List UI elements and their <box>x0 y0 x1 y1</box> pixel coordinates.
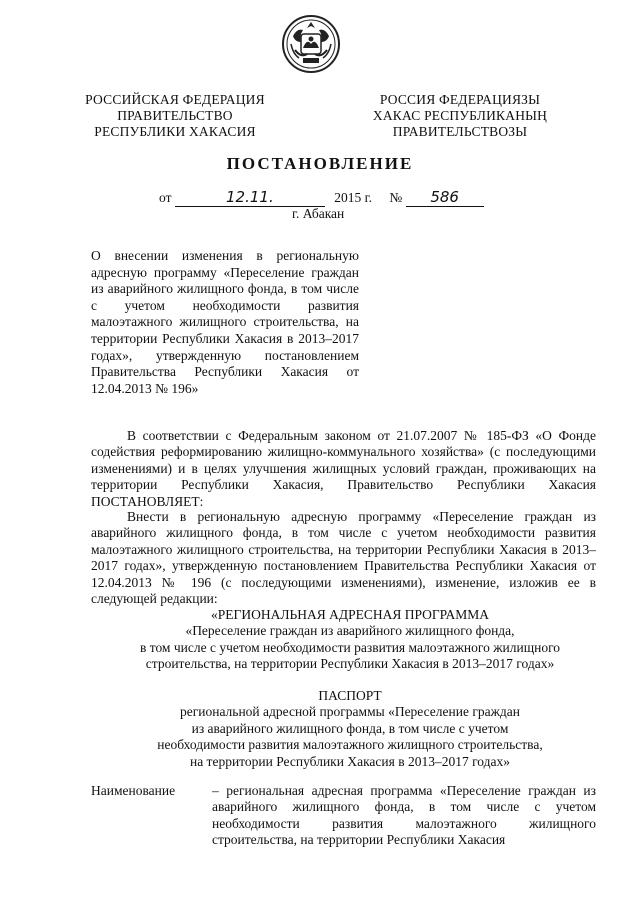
handwritten-number: 586 <box>430 188 459 206</box>
handwritten-date: 12.11. <box>226 188 274 206</box>
header-right-block <box>360 92 560 140</box>
coat-of-arms-emblem-icon <box>281 14 341 74</box>
program-title-line: «РЕГИОНАЛЬНАЯ АДРЕСНАЯ ПРОГРАММА <box>211 607 489 622</box>
header-left-line: РОССИЙСКАЯ ФЕДЕРАЦИЯ <box>85 92 265 107</box>
header-right-line: ПРАВИТЕЛЬСТВОЗЫ <box>392 124 528 139</box>
passport-heading: ПАСПОРТ <box>318 688 382 703</box>
passport-row-key: Наименование <box>91 783 176 798</box>
passport-row-value: – региональная адресная программа «Переселение граждан из аварийного жилищного фонда, в том числе с учетом необходимости развития малоэтажного жилищного строительства, на территории Республики Хакасия <box>212 783 596 848</box>
program-title-line: в том числе с учетом необходимости развития малоэтажного жилищного <box>139 639 561 655</box>
preamble-paragraph: В соответствии с Федеральным законом от 21.07.2007 № 185-ФЗ «О Фонде содействия реформированию жилищно-коммунального хозяйства» (с последующими изменениями) и в целях улучшения жилищных условий граждан, проживающих на территории Республики Хакасия, Правительство Республики Хакасия ПОСТАНОВЛЯЕТ: <box>91 428 596 509</box>
header-left-block <box>80 92 270 140</box>
passport-title-line: региональной адресной программы «Переселение граждан <box>179 704 521 720</box>
from-label: от <box>159 190 172 205</box>
document-title: ПОСТАНОВЛЕНИЕ <box>226 154 414 173</box>
program-title-line: «Переселение граждан из аварийного жилищного фонда, <box>185 623 515 639</box>
header-right-line: ХАКАС РЕСПУБЛИКАНЫҢ <box>372 108 548 123</box>
resolution-paragraph: Внести в региональную адресную программу «Переселение граждан из аварийного жилищного фонда, в том числе с учетом необходимости развития малоэтажного жилищного строительства, на территории Республики Хакасия в 2013–2017 годах», утвержденную постановлением Правительства Республики Хакасия от 12.04.2013 № 196 (с последующими изменениями), изменение, изложив ее в следующей редакции: <box>91 509 596 607</box>
date-number-line <box>159 190 484 207</box>
header-left-line: ПРАВИТЕЛЬСТВО <box>117 108 233 123</box>
passport-title-line: необходимости развития малоэтажного жилищного строительства, <box>157 737 543 753</box>
passport-title-line: на территории Республики Хакасия в 2013–2017 годах» <box>189 753 511 769</box>
date-field <box>175 190 325 207</box>
passport-title-block <box>60 688 640 770</box>
city-label: г. Абакан <box>292 206 345 221</box>
program-title-block <box>60 607 640 673</box>
number-field <box>406 190 484 207</box>
number-label: № <box>389 190 403 205</box>
subject-text: О внесении изменения в региональную адресную программу «Переселение граждан из аварийного жилищного фонда, в том числе с учетом необходимости развития малоэтажного жилищного строительства, на территории Республики Хакасия в 2013–2017 годах», утвержденную постановлением Правительства Республики Хакасия от 12.04.2013 № 196» <box>91 248 359 396</box>
passport-title-line: из аварийного жилищного фонда, в том числе с учетом <box>191 720 509 736</box>
header-right-line: РОССИЯ ФЕДЕРАЦИЯЗЫ <box>379 92 541 107</box>
header-left-line: РЕСПУБЛИКИ ХАКАСИЯ <box>94 124 256 139</box>
year-label: 2015 г. <box>334 190 372 205</box>
program-title-line: строительства, на территории Республики Хакасия в 2013–2017 годах» <box>145 656 555 672</box>
